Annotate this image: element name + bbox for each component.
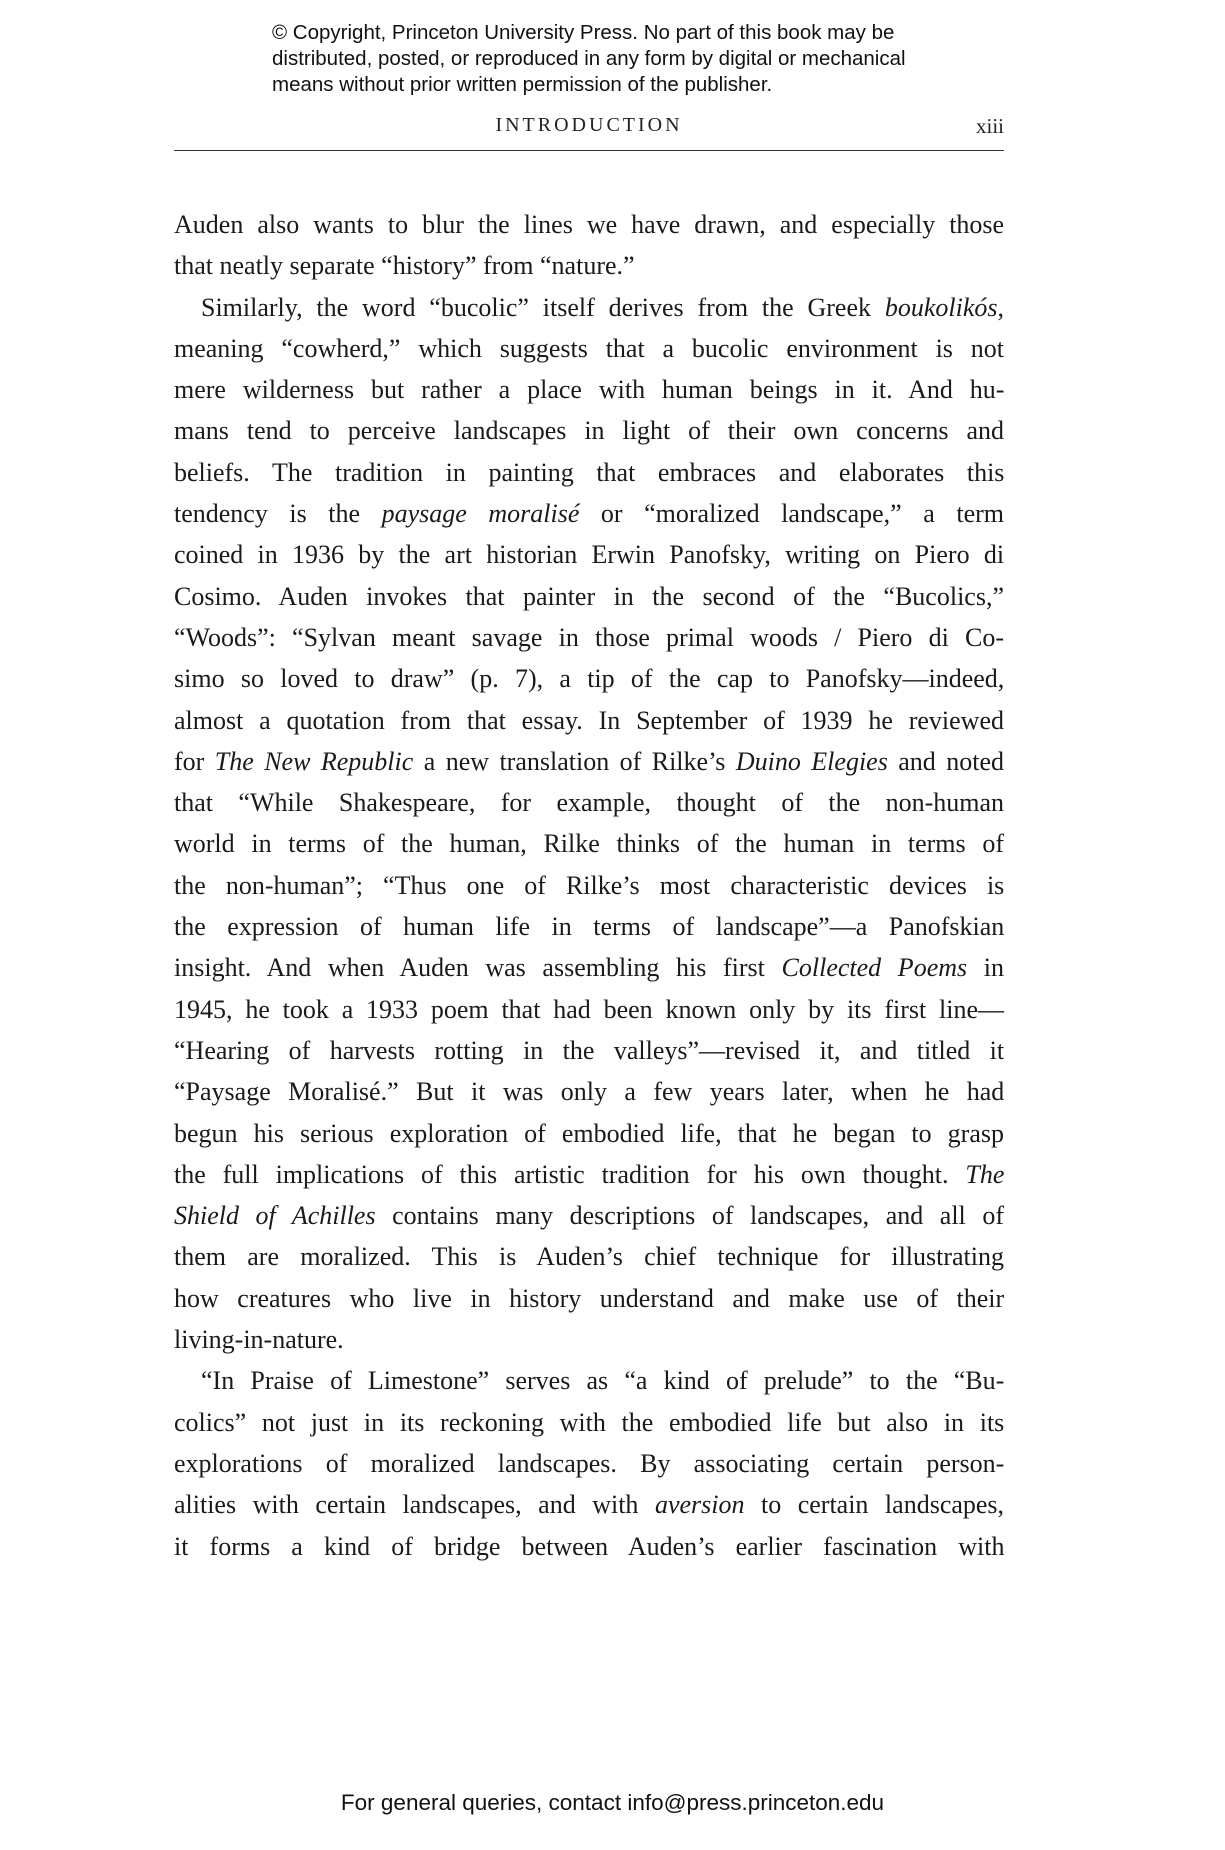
text-run: explorations of moralized landscapes. By associating certain person- [174,1448,1005,1478]
text-run: mere wilderness but rather a place with human beings in it. And hu- [174,375,1005,405]
text-run: colics” not just in its reckoning with the embodied life but also in its [174,1407,1005,1437]
text-line [174,1154,1004,1195]
text-run: that “While Shakespeare, for example, thought of the non-human [174,788,1004,818]
text-line [174,617,1004,658]
italic-text: Shield of Achilles [174,1201,376,1231]
italic-text: The [965,1159,1005,1189]
text-run: simo so loved to draw” (p. 7), a tip of the cap to Panofsky—indeed, [174,664,1005,694]
text-run: it forms a kind of bridge between Auden’s earlier fascination with [174,1531,1005,1561]
text-run: how creatures who live in history understand and make use of their [174,1283,1005,1313]
italic-text: aversion [654,1490,745,1520]
text-line [174,947,1004,988]
text-line [174,1113,1004,1154]
text-run: tendency is the [174,499,382,529]
text-run: 1945, he took a 1933 poem that had been known only by its first line— [174,994,1004,1024]
text-run: Cosimo. Auden invokes that painter in the second of the “Bucolics,” [174,581,1004,611]
copyright-notice [272,20,992,98]
text-line [174,700,1004,741]
text-run: beliefs. The tradition in painting that embraces and elaborates this [174,457,1005,487]
text-run: Similarly, the word “bucolic” itself derives from the Greek [201,292,885,322]
text-run: “In Praise of Limestone” serves as “a kind of prelude” to the “Bu- [201,1366,1005,1396]
text-line [174,1402,1004,1443]
text-line [174,410,1004,451]
text-line [174,1236,1004,1277]
text-line [174,1484,1004,1525]
italic-text: boukolikós [884,292,998,322]
text-run: contains many descriptions of landscapes, and all of [375,1201,1004,1231]
text-run: that neatly separate “history” from “nature.” [174,251,635,281]
text-run: the non-human”; “Thus one of Rilke’s most characteristic devices is [174,870,1005,900]
text-line [174,865,1004,906]
text-run: living-in-nature. [174,1325,344,1355]
text-run: mans tend to perceive landscapes in light of their own concerns and [174,416,1004,446]
text-run: “Hearing of harvests rotting in the valleys”—revised it, and titled it [174,1035,1005,1065]
text-run: alities with certain landscapes, and with [174,1490,655,1520]
text-line [174,452,1004,493]
copyright-line: distributed, posted, or reproduced in any form by digital or mechanical [272,47,906,70]
italic-text: Collected Poems [781,953,968,983]
text-line [174,287,1004,328]
text-run: world in terms of the human, Rilke thinks of the human in terms of [174,829,1004,859]
text-run: the expression of human life in terms of landscape”—a Panofskian [174,912,1005,942]
text-line [174,906,1004,947]
text-run: in [967,953,1004,983]
text-line [174,1360,1004,1401]
text-run: for [174,746,215,776]
italic-text: paysage moralisé [381,499,580,529]
text-line [174,1030,1004,1071]
text-line [174,989,1004,1030]
running-head [174,110,1004,151]
copyright-line: means without prior written permission of the publisher. [272,73,773,96]
text-run: begun his serious exploration of embodied life, that he began to grasp [174,1118,1004,1148]
text-line [174,1278,1004,1319]
text-line [174,328,1004,369]
text-line [174,1319,1004,1360]
page-number: xiii [975,114,1004,138]
body-text [174,204,1004,1567]
text-line [174,1443,1004,1484]
text-line [174,369,1004,410]
text-line [174,741,1004,782]
text-run: insight. And when Auden was assembling his first [174,953,782,983]
text-run: “Paysage Moralisé.” But it was only a few years later, when he had [174,1077,1005,1107]
text-run: a new translation of Rilke’s [413,746,736,776]
text-run: “Woods”: “Sylvan meant savage in those primal woods / Piero di Co- [174,622,1004,652]
text-run: to certain landscapes, [744,1490,1005,1520]
text-run: the full implications of this artistic tradition for his own thought. [174,1159,966,1189]
text-run: meaning “cowherd,” which suggests that a bucolic environment is not [174,333,1004,363]
text-line [174,1526,1004,1567]
copyright-line: © Copyright, Princeton University Press. No part of this book may be [272,21,895,44]
text-line [174,576,1004,617]
text-line [174,1071,1004,1112]
text-line [174,782,1004,823]
text-line [174,1195,1004,1236]
italic-text: Duino Elegies [735,746,888,776]
running-title: INTRODUCTION [495,114,683,136]
text-line [174,204,1004,245]
text-line [174,245,1004,286]
italic-text: The New Republic [214,746,414,776]
text-line [174,823,1004,864]
text-run: almost a quotation from that essay. In September of 1939 he reviewed [174,705,1004,735]
text-run: Auden also wants to blur the lines we have drawn, and especially those [174,210,1005,239]
text-line [174,493,1004,534]
text-line [174,534,1004,575]
text-run: or “moralized landscape,” a term [579,499,1005,529]
text-run: coined in 1936 by the art historian Erwin Panofsky, writing on Piero di [174,540,1005,570]
text-line [174,658,1004,699]
text-run: and noted [887,746,1005,776]
text-run: them are moralized. This is Auden’s chief technique for illustrating [174,1242,1004,1272]
text-run: , [997,292,1004,322]
footer-contact: For general queries, contact info@press.princeton.edu [340,1790,885,1815]
